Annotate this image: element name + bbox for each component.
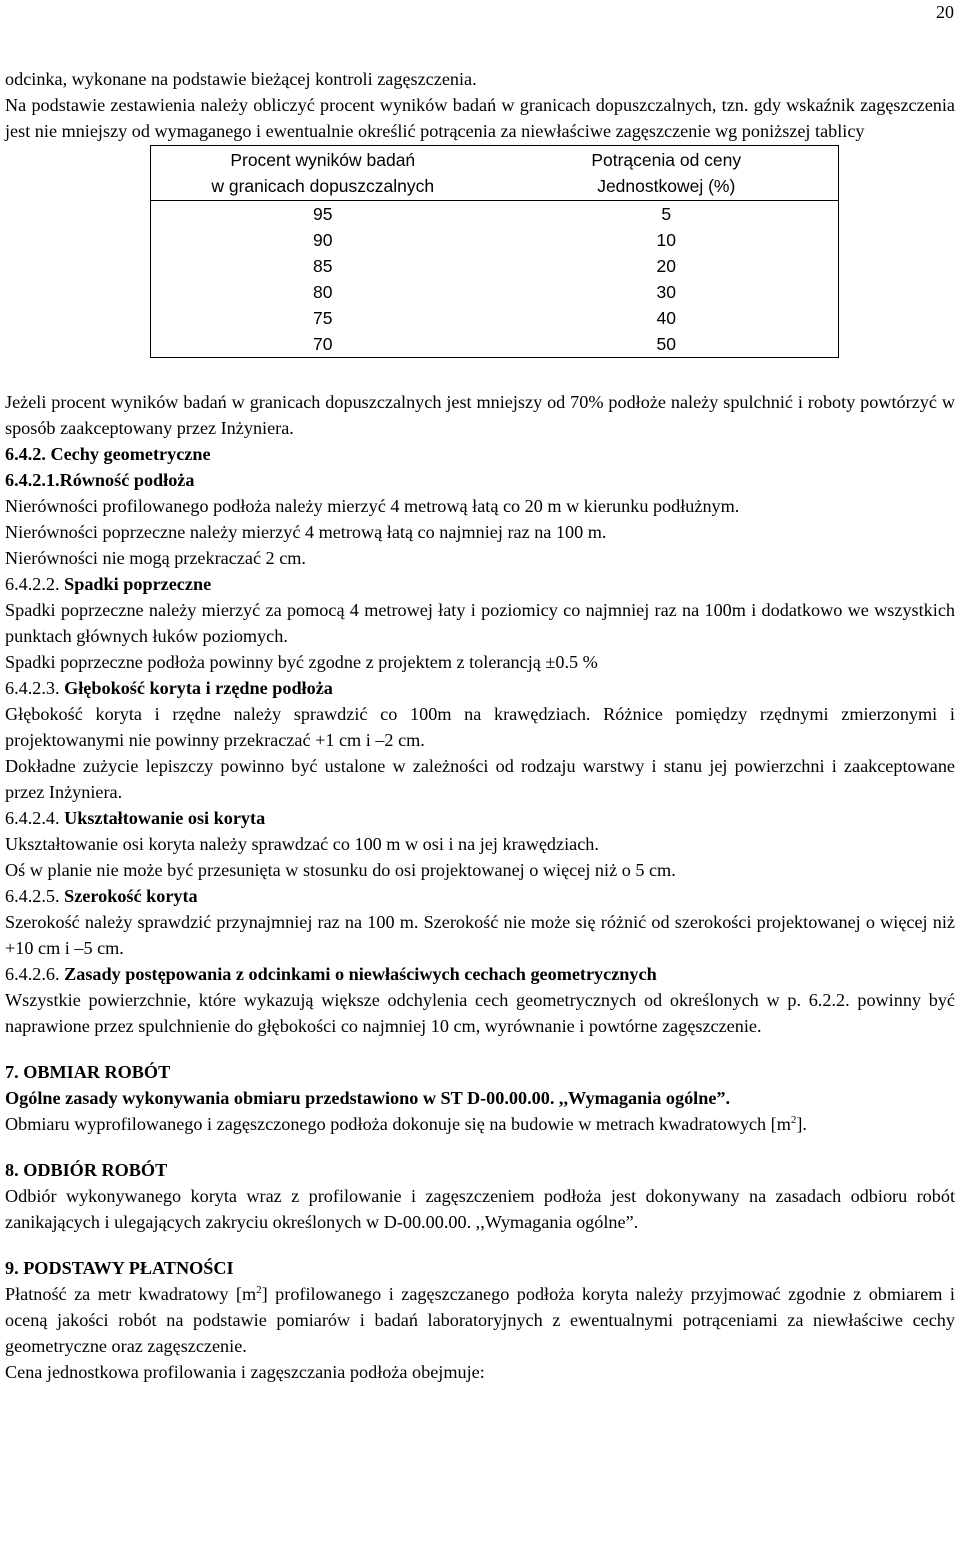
cell-deduction: 10 xyxy=(656,230,676,250)
section-6-4-2-4-heading xyxy=(5,805,955,831)
table-row xyxy=(151,253,839,279)
section-6-4-2-3-heading xyxy=(5,675,955,701)
section-7-heading: 7. OBMIAR ROBÓT xyxy=(5,1062,171,1082)
spacer xyxy=(5,1039,955,1059)
cell-percent: 75 xyxy=(313,308,333,328)
section-title: Równość podłoża xyxy=(59,470,195,490)
table-row xyxy=(151,305,839,331)
section-6-4-2-5-heading xyxy=(5,883,955,909)
section-title: Zasady postępowania z odcinkami o niewłaściwych cechach geometrycznych xyxy=(64,964,657,984)
header-deduction-line2: Jednostkowej (%) xyxy=(597,176,736,196)
section-title: Głębokość koryta i rzędne podłoża xyxy=(64,678,333,698)
cell-percent: 70 xyxy=(313,334,333,354)
header-percent-line2: w granicach dopuszczalnych xyxy=(211,176,435,196)
section-number: 6.4.2.4. xyxy=(5,808,60,828)
section-6-4-2-1-heading xyxy=(5,467,955,493)
superscript: 2 xyxy=(790,1114,797,1126)
section-9-heading: 9. PODSTAWY PŁATNOŚCI xyxy=(5,1258,234,1278)
section-8-heading: 8. ODBIÓR ROBÓT xyxy=(5,1160,168,1180)
text-fragment: ]. xyxy=(796,1114,807,1134)
text-fragment: Płatność za metr kwadratowy [m xyxy=(5,1284,257,1304)
cell-deduction: 50 xyxy=(656,334,676,354)
paragraph: Dokładne zużycie lepiszczy powinno być ustalone w zależności od rodzaju warstwy i stanu jej powierzchni i zaakceptowane przez Inżyniera. xyxy=(5,756,955,802)
text-fragment: ] profilowanego i zagęszczanego podłoża koryta należy przyjmować zgodnie z obmiarem i oceną jakości robót na podstawie pomiarów i badań laboratoryjnych z ewentualnymi potrąceniami za niewłaściwe cechy geometryczne oraz zagęszczenie. xyxy=(5,1284,955,1356)
header-deduction-line1: Potrącenia od ceny xyxy=(591,150,742,170)
section-7-paragraph xyxy=(5,1111,955,1137)
cell-deduction: 40 xyxy=(656,308,676,328)
paragraph: Nierówności poprzeczne należy mierzyć 4 metrową łatą co najmniej raz na 100 m. xyxy=(5,522,607,542)
paragraph: Wszystkie powierzchnie, które wykazują większe odchylenia cech geometrycznych od określonych w p. 6.2.2. powinny być naprawione przez spulchnienie do głębokości co najmniej 10 cm, wyrównanie i powtórne zagęszczenie. xyxy=(5,990,955,1036)
table-row xyxy=(151,227,839,253)
spacer xyxy=(5,1235,955,1255)
intro-paragraph-2: Na podstawie zestawienia należy obliczyć procent wyników badań w granicach dopuszczalnych, tzn. gdy wskaźnik zagęszczenia jest nie mniejszy od wymaganego i ewentualnie określić potrącenia za niewłaściwe zagęszczenie wg poniższej tablicy xyxy=(5,95,955,141)
table-row xyxy=(151,279,839,305)
superscript: 2 xyxy=(256,1284,262,1296)
header-percent-line1: Procent wyników badań xyxy=(230,150,416,170)
paragraph: Głębokość koryta i rzędne należy sprawdzić co 100m na krawędziach. Różnice pomiędzy rzędnymi zmierzonymi i projektowanymi nie powinny przekraczać +1 cm i –2 cm. xyxy=(5,704,955,750)
paragraph: Nierówności profilowanego podłoża należy mierzyć 4 metrową łatą co 20 m w kierunku podłużnym. xyxy=(5,496,740,516)
section-6-4-2-2-heading xyxy=(5,571,955,597)
cell-percent: 80 xyxy=(313,282,333,302)
page-number: 20 xyxy=(936,2,954,22)
section-number: 6.4.2.2. xyxy=(5,574,60,594)
paragraph: Oś w planie nie może być przesunięta w stosunku do osi projektowanej o więcej niż o 5 cm. xyxy=(5,860,676,880)
table-row xyxy=(151,331,839,358)
section-number: 6.4.2.5. xyxy=(5,886,60,906)
table-header-percent xyxy=(151,146,495,201)
cell-deduction: 5 xyxy=(661,204,672,224)
deduction-table-wrapper xyxy=(5,145,955,385)
section-9-paragraph-2: Cena jednostkowa profilowania i zagęszczania podłoża obejmuje: xyxy=(5,1362,485,1382)
table-row xyxy=(151,201,839,228)
section-title: Ukształtowanie osi koryta xyxy=(64,808,266,828)
section-7-bold-line: Ogólne zasady wykonywania obmiaru przedstawiono w ST D-00.00.00. ,,Wymagania ogólne”. xyxy=(5,1088,731,1108)
table-header-deduction xyxy=(495,146,839,201)
section-title: Szerokość koryta xyxy=(64,886,198,906)
paragraph: Szerokość należy sprawdzić przynajmniej raz na 100 m. Szerokość nie może się różnić od szerokości projektowanej o więcej niż +10 cm i –5 cm. xyxy=(5,912,955,958)
section-title: Spadki poprzeczne xyxy=(64,574,212,594)
deduction-table xyxy=(150,145,839,358)
section-6-4-2-6-heading xyxy=(5,961,955,987)
after-table-paragraph: Jeżeli procent wyników badań w granicach dopuszczalnych jest mniejszy od 70% podłoże należy spulchnić i roboty powtórzyć w sposób zaakceptowany przez Inżyniera. xyxy=(5,392,955,438)
paragraph: Spadki poprzeczne podłoża powinny być zgodne z projektem z tolerancją ±0.5 % xyxy=(5,652,598,672)
cell-percent: 95 xyxy=(313,204,333,224)
section-number: 6.4.2.1. xyxy=(5,470,60,490)
section-number: 6.4.2.6. xyxy=(5,964,60,984)
cell-percent: 90 xyxy=(313,230,333,250)
paragraph: Ukształtowanie osi koryta należy sprawdzać co 100 m w osi i na jej krawędziach. xyxy=(5,834,599,854)
intro-paragraph-1: odcinka, wykonane na podstawie bieżącej kontroli zagęszczenia. xyxy=(5,69,477,89)
paragraph: Nierówności nie mogą przekraczać 2 cm. xyxy=(5,548,306,568)
spacer xyxy=(5,1137,955,1157)
paragraph: Spadki poprzeczne należy mierzyć za pomocą 4 metrowej łaty i poziomicy co najmniej raz na 100m i dodatkowo we wszystkich punktach głównych łuków poziomych. xyxy=(5,600,955,646)
section-6-4-2-heading: 6.4.2. Cechy geometryczne xyxy=(5,444,211,464)
document-body xyxy=(5,66,955,1385)
section-number: 6.4.2.3. xyxy=(5,678,60,698)
section-8-paragraph: Odbiór wykonywanego koryta wraz z profilowanie i zagęszczeniem podłoża jest dokonywany na zasadach odbioru robót zanikających i ulegających zakryciu określonych w D-00.00.00. ,,Wymagania ogólne”. xyxy=(5,1186,955,1232)
cell-deduction: 30 xyxy=(656,282,676,302)
cell-percent: 85 xyxy=(313,256,333,276)
section-9-paragraph xyxy=(5,1281,955,1359)
text-fragment: Obmiaru wyprofilowanego i zagęszczonego podłoża dokonuje się na budowie w metrach kwadratowych [m xyxy=(5,1114,791,1134)
cell-deduction: 20 xyxy=(656,256,676,276)
